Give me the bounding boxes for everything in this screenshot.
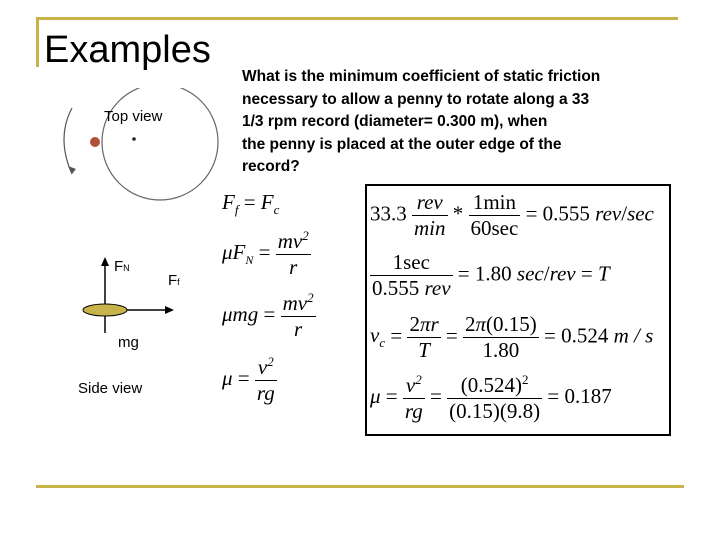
weight-label: mg xyxy=(118,334,139,351)
penny-dot xyxy=(90,137,100,147)
center-dot xyxy=(132,137,136,141)
normal-force-arrowhead xyxy=(101,257,109,266)
question-text: What is the minimum coefficient of static friction necessary to allow a penny to rotate along a 33 1/3 rpm record (diameter= 0.300 m), when the penny is placed at the outer edge of the record? xyxy=(242,68,601,175)
left-rule xyxy=(36,17,39,67)
calc-period: $\frac{1\sec}{\text{0.555 rev}}$ = 1.80 sec/rev = T xyxy=(372,250,610,300)
side-view-label: Side view xyxy=(78,380,143,397)
top-rule xyxy=(36,17,678,20)
record-outline xyxy=(102,88,218,200)
top-view-diagram xyxy=(60,88,230,208)
friction-force-label: Ff xyxy=(168,272,180,289)
normal-force-label: FN xyxy=(114,258,130,275)
rotation-arrow xyxy=(64,108,72,174)
calc-mu-result: μ = $\frac{v^2}{rg}$ = $\frac{(0.524)^2}{(0.15)(9.8)}$ = 0.187 xyxy=(370,372,612,423)
eq-mu-mg: μmg = $\frac{mv^2}{r}$ xyxy=(222,290,314,341)
eq-mu-solved: μ = $\frac{v^2}{rg}$ xyxy=(222,354,275,405)
eq-mu-fn: $\mu F_N$ = $\frac{mv^2}{r}$ xyxy=(222,228,309,279)
side-view-diagram xyxy=(80,255,190,345)
eq-friction-equals-centripetal: $F_f = F_c$ xyxy=(222,190,280,218)
calc-rps: 33.3 $\frac{\text{rev}}{\min}$ * $\frac{1\min}{60\sec}$ = 0.555 rev/sec xyxy=(370,190,654,240)
calc-velocity: $v_c$ = $\frac{2\pi r}{T}$ = $\frac{2\pi(0.15)}{1.80}$ = 0.524 m / s xyxy=(370,312,654,362)
slide-title: Examples xyxy=(44,29,211,71)
top-view-label: Top view xyxy=(104,108,163,125)
friction-force-arrowhead xyxy=(165,306,174,314)
penny-side xyxy=(83,304,127,316)
rotation-arrowhead xyxy=(68,166,76,174)
bottom-rule xyxy=(36,485,684,488)
